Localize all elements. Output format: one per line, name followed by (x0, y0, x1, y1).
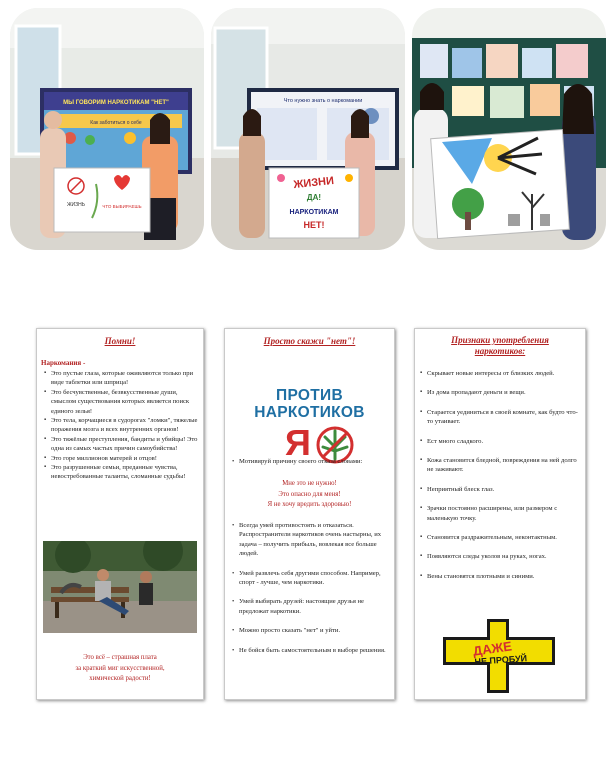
sign-right-word: ЧТО ВЫБИРАЕШЬ (102, 204, 142, 209)
list-item: ▪ Это горе миллионов матерей и отцов! (43, 454, 199, 463)
phrase: Мне это не нужно! (282, 480, 337, 487)
panel-heading-addiction: Наркомания - (41, 359, 86, 367)
anti-drugs-logo (225, 387, 394, 421)
advice-list (231, 521, 388, 665)
sign-line-3: НАРКОТИКАМ (289, 209, 339, 216)
sun-and-tree-drawing-icon (431, 130, 570, 239)
panel-title-remember: Помни! (104, 336, 136, 346)
sign-line-2: ДА! (306, 193, 322, 202)
footer-line: за краткий миг искусственной, (75, 664, 165, 672)
photo-drawing-poster (412, 8, 606, 250)
panel-footer (37, 653, 203, 685)
refusal-phrases (225, 479, 394, 511)
photo-life-yes-drugs-no (211, 8, 405, 250)
list-item: ▪ Вены становятся плотными и синими. (419, 572, 581, 581)
list-item: • Можно просто сказать "нет" и уйти. (231, 626, 388, 635)
sign-line-4: НЕТ! (303, 220, 325, 230)
list-item: ▪ Зрачки постоянно расширены, или размером с маленькую точку. (419, 504, 581, 523)
list-item: • Мотивируй причину своего отказа словами: (231, 457, 388, 466)
classroom-photo-3 (412, 8, 606, 250)
sign-line-1: ЖИЗНИ (292, 174, 335, 192)
list-item: ▪ Кожа становится бледной, повреждения на ней долго не заживают. (419, 456, 581, 475)
addiction-facts-list (43, 369, 199, 482)
list-item: • Не бойся быть самостоятельным в выборе решения. (231, 646, 388, 655)
people-on-bench-photo-icon (43, 541, 197, 633)
cross-badge-icon (443, 619, 555, 693)
signs-list (419, 369, 581, 591)
list-item: ▪ Это разрушенные семьи, преданные чувства, невостребованные таланты, сломанные судьбы! (43, 463, 199, 482)
logo-line-1: ПРОТИВ (276, 387, 343, 404)
sign-left-word: ЖИЗНЬ (66, 202, 86, 208)
list-item: ▪ Это бесчувственные, безвкусственные души, смыслом существования которых является поиск единого зелья! (43, 388, 199, 416)
title-line: наркотиков: (474, 346, 526, 356)
badge-line-1: ДАЖЕ (471, 638, 513, 659)
list-item: ▪ Появляются следы уколов на руках, ногах. (419, 552, 581, 561)
phrase: Это опасно для меня! (278, 490, 341, 498)
list-item: • Всегда умей противостоять и отказаться. Распространители наркотиков очень настырны, их задача – получить прибыль, вовлекая все больше людей. (231, 521, 388, 559)
title-line: Признаки употребления (451, 335, 549, 345)
list-item: ▪ Скрывает новые интересы от близких людей. (419, 369, 581, 378)
list-item: ▪ Это пустые глаза, которые оживляются только при виде таблетки или шприца! (43, 369, 199, 388)
logo-letter: Я (285, 422, 311, 463)
brochure-panel-signs (414, 328, 586, 700)
poster-title: МЫ ГОВОРИМ НАРКОТИКАМ "НЕТ" (63, 100, 169, 106)
footer-line: химической радости! (89, 675, 151, 682)
brochure-panel-just-say-no (224, 328, 395, 700)
list-item: ▪ Становится раздражительным, неконтактным. (419, 533, 581, 542)
list-item: ▪ Это тяжёлые преступления, бандиты и убийцы! Это одна из самых частых причин самоубийства! (43, 435, 199, 454)
motivation-list (231, 457, 388, 466)
list-item: ▪ Это тела, корчащиеся в судорогах "ломки", тяжелые поражения мозга и всех внутренних органов! (43, 416, 199, 435)
list-item: • Умей выбирать друзей: настоящие друзья не предложат наркотики. (231, 597, 388, 616)
list-item: ▪ Ест много сладкого. (419, 437, 581, 446)
list-item: ▪ Неприятный блеск глаз. (419, 485, 581, 494)
logo-line-2: НАРКОТИКОВ (254, 404, 365, 421)
classroom-photo-2 (211, 8, 405, 250)
poster-title: Что нужно знать о наркомании (283, 98, 363, 104)
badge-line-2: НЕ ПРОБУЙ (474, 653, 528, 667)
brochure-panel-remember (36, 328, 204, 700)
footer-line: Это всё – страшная плата (83, 654, 157, 661)
poster-subtitle: Как заботиться о себе (90, 120, 142, 126)
photo-poster-no-drugs (10, 8, 204, 250)
phrase: Я не хочу вредить здоровью! (267, 501, 352, 508)
classroom-photo-1 (10, 8, 204, 250)
list-item: • Умей развлечь себя другими способом. Например, спорт - лучше, чем наркотики. (231, 569, 388, 588)
list-item: ▪ Старается уединиться в своей комнате, как будто что-то утаивает. (419, 408, 581, 427)
panel-title-just-say-no: Просто скажи "нет"! (263, 336, 356, 346)
panel-title-signs (415, 335, 585, 357)
list-item: ▪ Из дома пропадают деньги и вещи. (419, 388, 581, 397)
